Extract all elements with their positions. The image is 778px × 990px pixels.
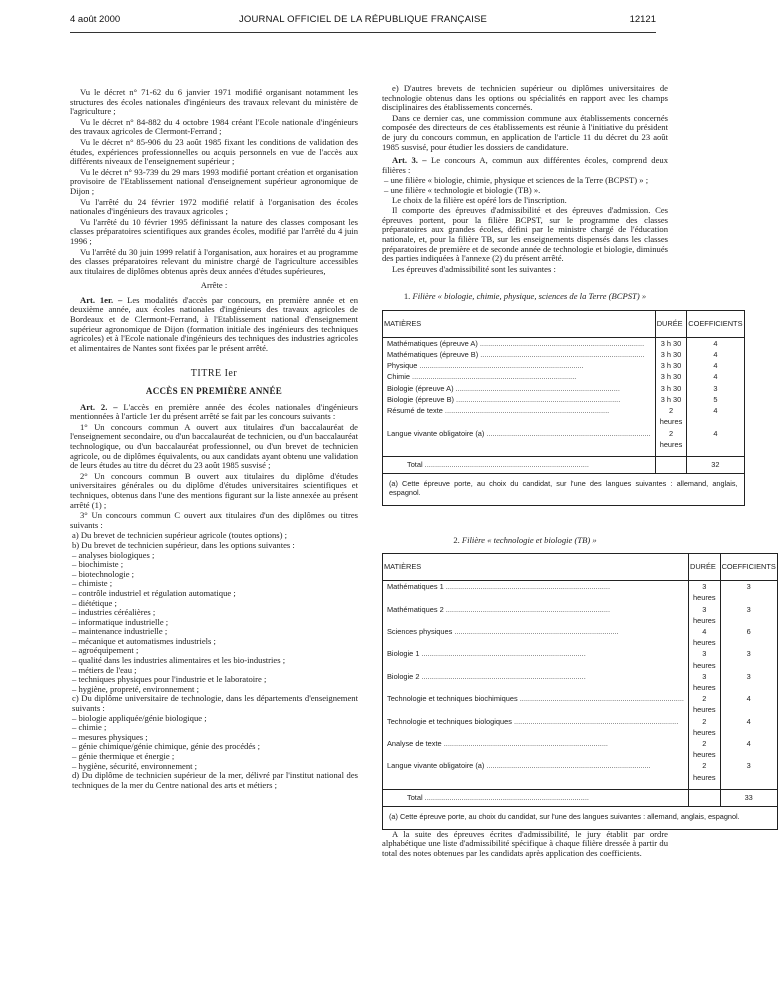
coefficient-cell: 3: [687, 383, 744, 394]
coefficient-cell: 4: [720, 716, 777, 738]
article-3-label: Art. 3. –: [392, 155, 427, 166]
list-item: – génie chimique/génie chimique, génie des procédés ;: [72, 741, 261, 752]
header-journal-title: JOURNAL OFFICIEL DE LA RÉPUBLIQUE FRANÇAISE: [238, 14, 488, 25]
duration-cell: 3 h 30: [655, 371, 687, 382]
visas-list: [70, 88, 358, 276]
list-item: – informatique industrielle ;: [72, 616, 169, 627]
list-item: – chimiste ;: [72, 578, 113, 589]
duration-cell: 3 heures: [688, 648, 720, 670]
titre-heading: TITRE Ier: [190, 368, 238, 380]
list-item: – métiers de l'eau ;: [72, 664, 137, 675]
visa-paragraph: Vu l'arrêté du 30 juin 1999 relatif à l'organisation, aux horaires et au programme des classes préparatoires relevant du ministre chargé de l'agriculture accessibles aux titulaires de diplômes obtenus après deux années d'études supérieures,: [70, 246, 358, 276]
subject-cell: [383, 349, 656, 360]
coefficient-cell: 3: [720, 760, 777, 782]
subject-cell: [383, 428, 656, 450]
table-total-row: [383, 456, 745, 473]
duration-cell: 2 heures: [688, 738, 720, 760]
article-2-text: L'accès en première année des écoles nationales d'ingénieurs mentionnées à l'article 1er du présent arrêté se fait par les concours suivants :: [70, 401, 358, 422]
duration-cell: 2 heures: [688, 693, 720, 715]
table-row: [383, 604, 778, 626]
left-column: [70, 88, 358, 790]
subject-cell: [383, 693, 689, 715]
table-note-row: [383, 473, 745, 505]
concours-1: 1° Un concours commun A ouvert aux titulaires d'un baccalauréat de l'enseignement secondaire, ou d'un baccalauréat de technicien, ou d'un baccalauréat technologique, ou d'un baccalauréat professionnel, ou d'un brevet de technicien agricole, ou de diplômes équivalents, ou aux candidats ayant obtenu une validation de leurs études au titre du décret du 23 août 1985 susvisé ;: [70, 421, 358, 471]
concours-2: 2° Un concours commun B ouvert aux titulaires du diplôme d'études universitaires générales ou du diplôme d'études universitaires scientifiques et techniques, obtenus dans l'une des mentions figurant sur la liste annexée au présent arrêté (1) ;: [70, 470, 358, 510]
table-row: [383, 760, 778, 782]
total-value-cell: 33: [720, 789, 777, 806]
section-subtitle: ACCÈS EN PREMIÈRE ANNÉE: [145, 386, 283, 397]
visa-paragraph: Vu le décret n° 84-882 du 4 octobre 1984 créant l'Ecole nationale d'ingénieurs des travaux agricoles de Clermont-Ferrand ;: [70, 116, 358, 137]
table-header-row: [383, 310, 745, 337]
arrete-heading: Arrête :: [200, 280, 228, 291]
list-item: – chimie ;: [72, 722, 107, 733]
total-label-cell: [383, 789, 689, 806]
item-c: c) Du diplôme universitaire de technologie, dans les départements d'enseignement suivants :: [72, 693, 358, 714]
column-header: DURÉE: [655, 310, 687, 337]
article-2-label: Art. 2. –: [80, 401, 118, 412]
total-label: Total .....: [407, 459, 651, 470]
concours-3: 3° Un concours commun C ouvert aux titulaires d'un des diplômes ou titres suivants :: [70, 510, 358, 530]
table-total-row: [383, 789, 778, 806]
table-footnote: (a) Cette épreuve porte, au choix du candidat, sur l'une des langues suivantes : allemand, anglais, espagnol.: [383, 806, 778, 829]
coefficient-cell: 6: [720, 626, 777, 648]
subject-cell: [383, 581, 689, 604]
subject-label: Langue vivante obligatoire (a) .....: [387, 428, 651, 439]
table-row: [383, 693, 778, 715]
visa-paragraph: Vu le décret n° 93-739 du 29 mars 1993 modifié portant création et organisation provisoire de l'Etablissement national d'enseignement supérieur agronomique de Dijon ;: [70, 166, 358, 196]
coefficient-cell: 3: [720, 581, 777, 604]
subject-cell: [383, 671, 689, 693]
subject-label: Biologie 1 .....: [387, 648, 684, 659]
table-row: [383, 581, 778, 604]
duration-cell: 3 heures: [688, 604, 720, 626]
header-date: 4 août 2000: [70, 14, 121, 25]
total-duration-cell: [655, 456, 687, 473]
list-item: – une filière « technologie et biologie (TB) ».: [384, 184, 541, 195]
filieres-list: [382, 176, 668, 195]
total-label: Total .....: [407, 792, 684, 803]
duration-cell: 2 heures: [655, 405, 687, 427]
coefficient-cell: 3: [720, 604, 777, 626]
subject-cell: [383, 716, 689, 738]
article-1: [70, 296, 358, 354]
coefficient-cell: 4: [720, 738, 777, 760]
para-choix: Le choix de la filière est opéré lors de l'inscription.: [392, 194, 567, 205]
column-header: DURÉE: [688, 554, 720, 581]
article-1-label: Art. 1er. –: [80, 294, 123, 305]
subject-cell: [383, 360, 656, 371]
table-tb: [382, 553, 778, 829]
subject-label: Mathématiques (épreuve B) .....: [387, 349, 651, 360]
list-item: – biologie appliquée/génie biologique ;: [72, 712, 207, 723]
table-row: [383, 371, 745, 382]
subject-cell: [383, 394, 656, 405]
duration-cell: 2 heures: [688, 716, 720, 738]
article-1-text: Les modalités d'accès par concours, en première année et en deuxième année, aux écoles nationales d'ingénieurs des travaux agricoles de Bordeaux et de Clermont-Ferrand, à l'Etablissement national d'enseignement supérieur agronomique de Dijon (formation initiale des ingénieurs des techniques agricoles) et à l'Ecole nationale d'ingénieurs des techniques des industries agricoles et alimentaires de Nantes sont fixées par le présent arrêté.: [70, 294, 358, 353]
table1-caption-number: 1.: [403, 291, 413, 302]
table1-caption: [382, 292, 668, 302]
coefficient-cell: 4: [687, 337, 744, 349]
table-row: [383, 394, 745, 405]
total-label-cell: [383, 456, 656, 473]
coefficient-cell: 5: [687, 394, 744, 405]
list-item: – hygiène, propreté, environnement ;: [72, 683, 199, 694]
table-row: [383, 671, 778, 693]
table-row: [383, 428, 745, 450]
subject-label: Mathématiques (épreuve A) .....: [387, 338, 651, 349]
list-item: – une filière « biologie, chimie, physique et sciences de la Terre (BCPST) » ;: [384, 175, 649, 186]
coefficient-cell: 4: [687, 405, 744, 427]
table-row: [383, 716, 778, 738]
total-duration-cell: [688, 789, 720, 806]
duration-cell: 3 heures: [688, 581, 720, 604]
subject-cell: [383, 648, 689, 670]
subject-label: Mathématiques 1 .....: [387, 581, 684, 592]
para-suivantes: Les épreuves d'admissibilité sont les suivantes :: [392, 263, 556, 274]
article-2: [70, 403, 358, 422]
item-e: e) D'autres brevets de technicien supérieur ou diplômes universitaires de technologie obtenus dans les options ou spécialités en rapport avec les champs disciplinaires des établissements concernés.: [382, 83, 668, 113]
subject-label: Biologie (épreuve A) .....: [387, 383, 651, 394]
right-column: [382, 83, 776, 859]
visa-paragraph: Vu l'arrêté du 10 février 1995 définissant la nature des classes composant les classes préparatoires scientifiques aux grandes écoles, modifié par l'arrêté du 4 juin 1996 ;: [70, 216, 358, 246]
subject-label: Mathématiques 2 .....: [387, 604, 684, 615]
coefficient-cell: 4: [687, 371, 744, 382]
list-item: – diététique ;: [72, 597, 117, 608]
coefficient-cell: 4: [687, 428, 744, 450]
table1-caption-text: Filière « biologie, chimie, physique, sciences de la Terre (BCPST) »: [412, 291, 647, 302]
table-note-row: [383, 806, 778, 829]
list-item: – génie thermique et énergie ;: [72, 751, 175, 761]
table2-caption-text: Filière « technologie et biologie (TB) »: [461, 534, 597, 545]
header-rule: [70, 32, 656, 33]
column-header: COEFFICIENTS: [687, 310, 744, 337]
table-row: [383, 648, 778, 670]
table-header-row: [383, 554, 778, 581]
visa-paragraph: Vu le décret n° 85-906 du 23 août 1985 fixant les conditions de validation des études, expériences professionnelles ou acquis personnels en vue de l'accès aux différents niveaux de l'enseignement supérieur ;: [70, 136, 358, 167]
article-3: [382, 156, 668, 175]
duration-cell: 3 h 30: [655, 337, 687, 349]
list-item: – biochimiste ;: [72, 559, 124, 570]
subject-label: Analyse de texte .....: [387, 738, 684, 749]
visa-paragraph: Vu l'arrêté du 24 février 1972 modifié relatif à l'organisation des écoles nationales d'ingénieurs des travaux agricoles ;: [70, 196, 358, 217]
subject-cell: [383, 760, 689, 782]
subject-cell: [383, 337, 656, 349]
item-a: a) Du brevet de technicien supérieur agricole (toutes options) ;: [72, 530, 288, 541]
list-item: – analyses biologiques ;: [72, 549, 155, 560]
list-item: – mesures physiques ;: [72, 731, 148, 742]
table-footnote: (a) Cette épreuve porte, au choix du candidat, sur l'une des langues suivantes : allemand, anglais, espagnol.: [383, 473, 745, 505]
table-row: [383, 383, 745, 394]
table-row: [383, 349, 745, 360]
page-header: [70, 14, 656, 28]
subject-cell: [383, 405, 656, 427]
list-item: – biotechnologie ;: [72, 568, 135, 579]
subject-label: Langue vivante obligatoire (a) .....: [387, 760, 684, 771]
item-b: b) Du brevet de technicien supérieur, dans les options suivantes :: [72, 539, 295, 550]
article-3-text: Le concours A, commun aux différentes écoles, comprend deux filières :: [382, 155, 668, 175]
list-item: – industries céréalières ;: [72, 607, 156, 618]
list-item: – contrôle industriel et régulation automatique ;: [72, 587, 236, 598]
para-epreuves: Il comporte des épreuves d'admissibilité et des épreuves d'admission. Ces épreuves portent, pour la filière BCPST, sur le programme des classes préparatoires aux grandes écoles, défini par le ministre chargé de l'éducation nationale, et, pour la filière TB, sur les enseignements dispensés dans les classes préparatoires de première et de seconde année de technologie et biologie, diminués des parties indiquées à l'annexe (2) du présent arrêté.: [382, 205, 668, 264]
table-row: [383, 405, 745, 427]
table-row: [383, 337, 745, 349]
duration-cell: 3 h 30: [655, 349, 687, 360]
header-page-number: 12121: [629, 14, 656, 25]
options-c-list: [70, 714, 358, 772]
duration-cell: 3 heures: [688, 671, 720, 693]
subject-label: Biologie 2 .....: [387, 671, 684, 682]
list-item: – qualité dans les industries alimentaires et les bio-industries ;: [72, 655, 286, 666]
list-item: – techniques physiques pour l'industrie et le laboratoire ;: [72, 674, 267, 685]
subject-label: Technologie et techniques biochimiques .....: [387, 693, 684, 704]
list-item: – mécanique et automatismes industriels ;: [72, 635, 216, 646]
subject-label: Technologie et techniques biologiques .....: [387, 716, 684, 727]
visa-paragraph: Vu le décret n° 71-62 du 6 janvier 1971 modifié organisant notamment les structures des écoles nationales d'ingénieurs des travaux relevant du ministère de l'agriculture ;: [70, 87, 358, 117]
subject-label: Chimie .....: [387, 371, 651, 382]
list-item: – maintenance industrielle ;: [72, 626, 168, 637]
subject-label: Sciences physiques .....: [387, 626, 684, 637]
coefficient-cell: 4: [720, 693, 777, 715]
para-commission: Dans ce dernier cas, une commission commune aux établissements concernés composée des directeurs de ces établissements est réunie à l'initiative du président de jury du concours commun, en application de l'article 11 du décret du 23 août 1985 susvisé, pour étudier les dossiers de candidature.: [382, 112, 668, 152]
coefficient-cell: 4: [687, 360, 744, 371]
options-b-list: [70, 551, 358, 695]
duration-cell: 3 h 30: [655, 360, 687, 371]
table2-caption: [382, 536, 668, 546]
column-header: COEFFICIENTS: [720, 554, 777, 581]
duration-cell: 3 h 30: [655, 383, 687, 394]
coefficient-cell: 3: [720, 671, 777, 693]
duration-cell: 2 heures: [655, 428, 687, 450]
duration-cell: 3 h 30: [655, 394, 687, 405]
subject-cell: [383, 383, 656, 394]
para-final: A la suite des épreuves écrites d'admissibilité, le jury établit par ordre alphabétique une liste d'admissibilité spécifique à chaque filière dressée à partir du total des notes obtenues par les candidats après application des coefficients.: [382, 828, 668, 858]
subject-cell: [383, 371, 656, 382]
list-item: – hygiène, sécurité, environnement ;: [72, 760, 198, 771]
table-bcpst: [382, 310, 745, 506]
subject-cell: [383, 738, 689, 760]
table2-caption-number: 2.: [453, 534, 462, 545]
subject-cell: [383, 604, 689, 626]
subject-label: Physique .....: [387, 360, 651, 371]
subject-cell: [383, 626, 689, 648]
duration-cell: 4 heures: [688, 626, 720, 648]
table-row: [383, 360, 745, 371]
coefficient-cell: 3: [720, 648, 777, 670]
subject-label: Résumé de texte .....: [387, 405, 651, 416]
table-row: [383, 738, 778, 760]
item-d: d) Du diplôme de technicien supérieur de la mer, délivré par l'institut national des techniques de la mer du Centre national des arts et métiers ;: [72, 770, 358, 790]
list-item: – agroéquipement ;: [72, 645, 139, 656]
duration-cell: 2 heures: [688, 760, 720, 782]
column-header: MATIÈRES: [383, 310, 656, 337]
table-row: [383, 626, 778, 648]
column-header: MATIÈRES: [383, 554, 689, 581]
subject-label: Biologie (épreuve B) .....: [387, 394, 651, 405]
total-value-cell: 32: [687, 456, 744, 473]
coefficient-cell: 4: [687, 349, 744, 360]
